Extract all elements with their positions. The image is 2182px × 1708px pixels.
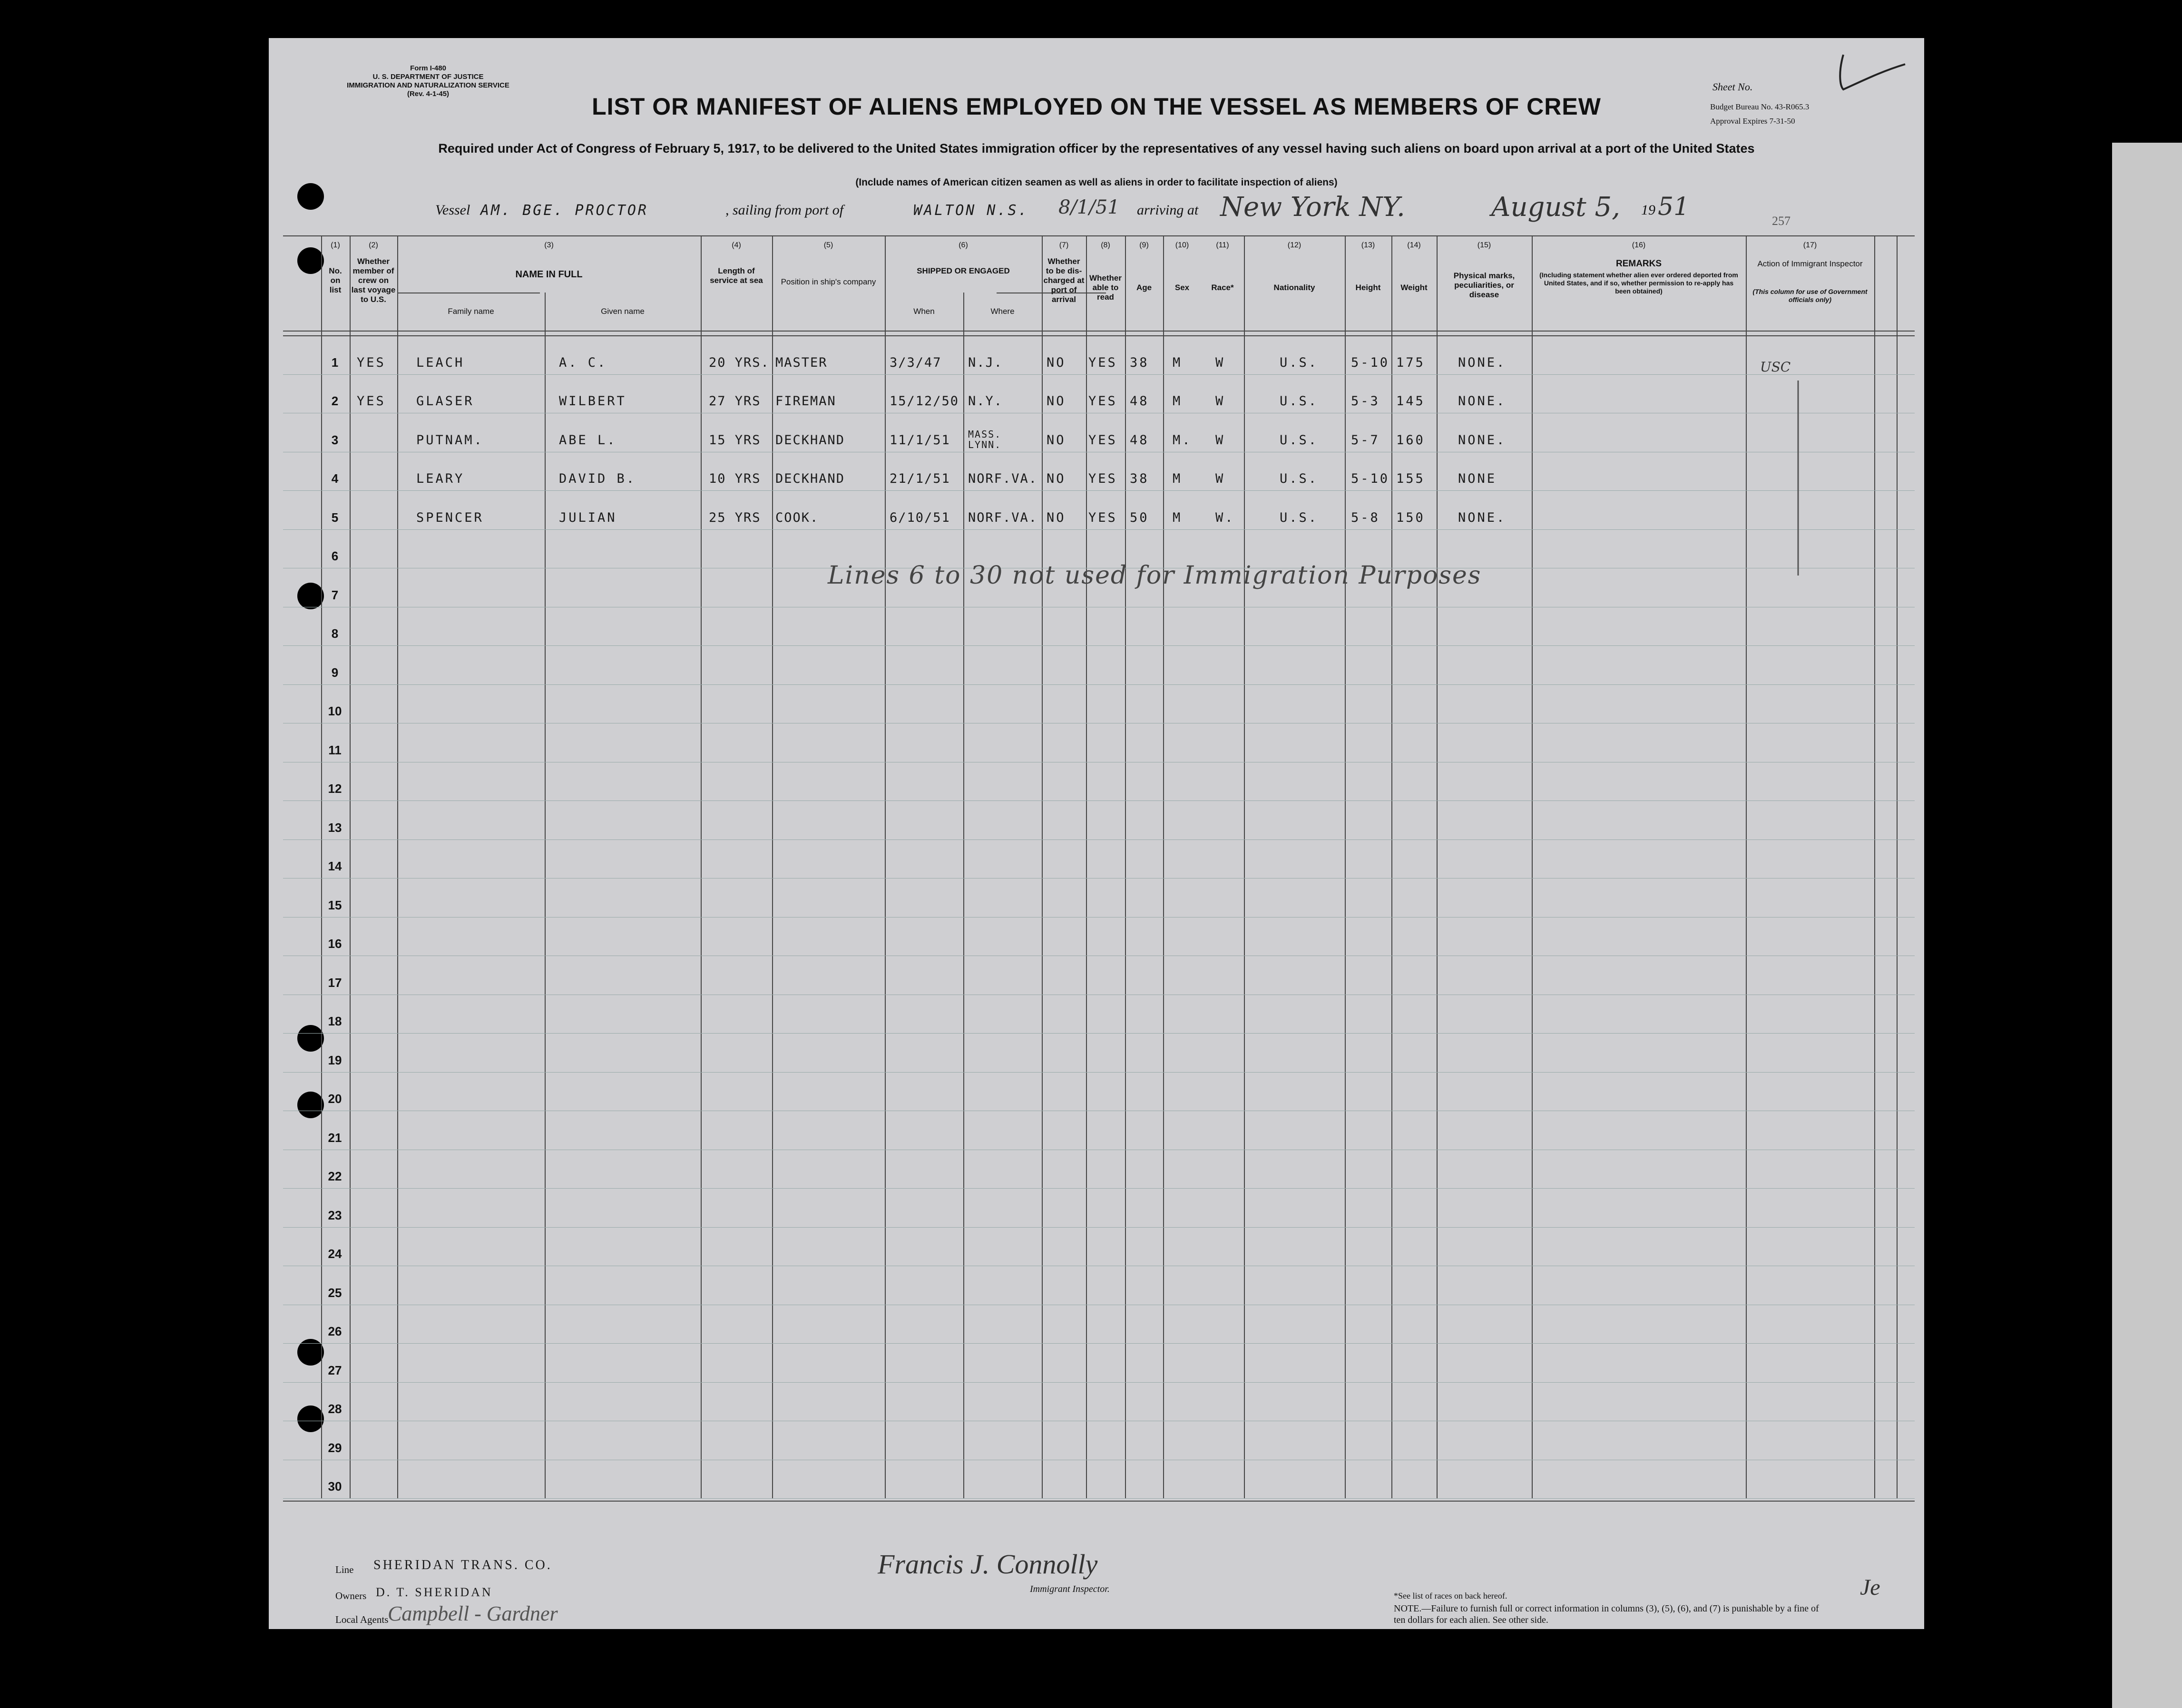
service-length-cell: 25 YRS: [709, 510, 761, 525]
races-note: *See list of races on back hereof.: [1394, 1591, 1507, 1601]
shipped-when-cell: 15/12/50: [890, 394, 959, 409]
local-agents-label: Local Agents: [335, 1614, 389, 1625]
family-name-header: Family name: [448, 307, 494, 316]
page-title: LIST OR MANIFEST OF ALIENS EMPLOYED ON THE VESSEL AS MEMBERS OF CREW: [592, 93, 1601, 120]
header-bottom-rule-2: [283, 335, 1915, 336]
shipped-when-cell: 21/1/51: [890, 471, 950, 486]
col-rule: [1244, 235, 1245, 1498]
col-rule: [1391, 235, 1392, 1498]
shipped-when-cell: 11/1/51: [890, 433, 950, 448]
col-rule: [1345, 235, 1346, 1498]
vessel-line: [435, 192, 1877, 235]
height-cell: 5-7: [1351, 433, 1380, 448]
race-cell: W: [1215, 433, 1225, 448]
given-name-cell: A. C.: [559, 355, 607, 370]
col-rule: [1874, 235, 1875, 1498]
line-value: SHERIDAN TRANS. CO.: [373, 1558, 552, 1572]
page-stamp: 257: [1772, 214, 1791, 228]
local-agents-value: Campbell - Gardner: [388, 1602, 558, 1625]
nationality-cell: U.S.: [1280, 433, 1319, 448]
weight-cell: 145: [1396, 394, 1425, 409]
year-suffix: 51: [1658, 193, 1690, 221]
col-8-number: (8): [1101, 241, 1110, 249]
last-voyage-cell: YES: [357, 394, 386, 409]
physical-marks-cell: NONE.: [1458, 355, 1507, 370]
row-rule: [283, 490, 1915, 491]
penalty-note: NOTE.—Failure to furnish full or correct information in columns (3), (5), (6), and (7) is punishable by a fine of ten dollars for each alien. See other side.: [1394, 1603, 1819, 1625]
discharged-cell: NO: [1047, 394, 1066, 409]
age-cell: 48: [1130, 394, 1149, 409]
position-cell: FIREMAN: [775, 394, 836, 409]
where-header: Where: [990, 307, 1015, 316]
service-length-cell: 10 YRS: [709, 471, 761, 486]
height-cell: 5-10: [1351, 471, 1390, 486]
col-rule: [1163, 235, 1164, 1498]
able-to-read-cell: YES: [1088, 510, 1117, 525]
row-number: 27: [328, 1363, 342, 1377]
race-cell: W: [1215, 355, 1225, 370]
row-number: 19: [328, 1053, 342, 1067]
clerk-initials: Je: [1860, 1575, 1880, 1600]
col-15-number: (15): [1477, 241, 1491, 249]
col-11-header: Race*: [1211, 283, 1234, 292]
row-number: 23: [328, 1208, 342, 1222]
arrival-port: New York NY.: [1220, 192, 1405, 223]
col-1-number: (1): [331, 241, 340, 249]
row-rule: [283, 1033, 1915, 1034]
col-17-number: (17): [1803, 241, 1817, 249]
height-cell: 5-10: [1351, 355, 1390, 370]
col-2-number: (2): [369, 241, 378, 249]
last-voyage-cell: YES: [357, 355, 386, 370]
service-length-cell: 27 YRS: [709, 394, 761, 409]
col-6-number: (6): [959, 241, 968, 249]
row-rule: [283, 684, 1915, 685]
col-10-header: Sex: [1174, 283, 1190, 292]
row-rule: [283, 1227, 1915, 1228]
position-cell: MASTER: [775, 355, 828, 370]
col-13-header: Height: [1355, 283, 1381, 292]
position-cell: COOK.: [775, 510, 819, 525]
height-cell: 5-8: [1351, 510, 1380, 525]
row-rule: [283, 1188, 1915, 1189]
given-name-cell: ABE L.: [559, 433, 617, 448]
col-rule: [1125, 235, 1126, 1498]
shipped-where-cell: N.J.: [968, 355, 1003, 370]
col-5-header: Position in ship's company: [781, 277, 876, 286]
inspector-caption: Immigrant Inspector.: [1030, 1584, 1110, 1594]
row-number: 16: [328, 937, 342, 951]
row-rule: [283, 1382, 1915, 1383]
shipped-where-cell: MASS. LYNN.: [968, 429, 1002, 450]
nationality-cell: U.S.: [1280, 394, 1319, 409]
col-13-number: (13): [1361, 241, 1375, 249]
given-name-cell: WILBERT: [559, 394, 626, 409]
col-5-number: (5): [823, 241, 833, 249]
arriving-label: arriving at: [1137, 202, 1199, 218]
revision: (Rev. 4-1-45): [407, 90, 450, 98]
physical-marks-cell: NONE.: [1458, 433, 1507, 448]
row-number: 17: [328, 976, 342, 990]
row-number: 8: [331, 626, 339, 641]
approval-expiry: Approval Expires 7-31-50: [1710, 117, 1795, 126]
owners-value: D. T. SHERIDAN: [376, 1585, 493, 1599]
row-number: 10: [328, 704, 342, 718]
sex-cell: M: [1173, 394, 1183, 409]
able-to-read-cell: YES: [1088, 394, 1117, 409]
year-prefix: 19: [1641, 202, 1655, 218]
departure-date: 8/1/51: [1058, 196, 1120, 218]
row-number: 9: [331, 665, 339, 680]
row-number: 5: [331, 510, 339, 525]
height-cell: 5-3: [1351, 394, 1380, 409]
position-cell: DECKHAND: [775, 433, 845, 448]
physical-marks-cell: NONE.: [1458, 394, 1507, 409]
sex-cell: M: [1173, 471, 1183, 486]
row-rule: [283, 1498, 1915, 1499]
department: U. S. DEPARTMENT OF JUSTICE: [372, 73, 484, 81]
vessel-label: Vessel: [435, 202, 470, 218]
row-number: 6: [331, 549, 339, 563]
col-rule: [397, 235, 398, 1498]
col-rule: [545, 293, 546, 1498]
crew-table: [283, 235, 1915, 1498]
col-7-header: Whether to be dis-charged at port of arrival: [1043, 257, 1085, 304]
row-rule: [283, 800, 1915, 801]
race-cell: W: [1215, 394, 1225, 409]
weight-cell: 150: [1396, 510, 1425, 525]
row-number: 2: [331, 394, 339, 408]
col-3-number: (3): [544, 241, 554, 249]
row-number: 28: [328, 1402, 342, 1416]
row-rule: [283, 645, 1915, 646]
row-number: 3: [331, 433, 339, 447]
family-name-cell: LEARY: [416, 471, 465, 486]
col-rule: [885, 235, 886, 1498]
discharged-cell: NO: [1047, 471, 1066, 486]
row-number: 24: [328, 1247, 342, 1261]
form-subtitle: Required under Act of Congress of February 5, 1917, to be delivered to the United States immigration officer by the representatives of any vessel having such aliens on board upon arrival at a port of the United States: [438, 141, 1755, 156]
col-14-header: Weight: [1400, 283, 1428, 292]
col-8-header: Whether able to read: [1089, 273, 1122, 302]
col-10-number: (10): [1175, 241, 1189, 249]
family-name-cell: SPENCER: [416, 510, 484, 525]
row-number: 25: [328, 1286, 342, 1300]
col-4-number: (4): [732, 241, 741, 249]
sex-cell: M.: [1173, 433, 1192, 448]
col-rule: [772, 235, 773, 1498]
adjacent-page-edge: [2112, 143, 2182, 1708]
row-number: 11: [328, 743, 342, 757]
col-16-header: REMARKS: [1615, 259, 1662, 269]
col-17-subheader: (This column for use of Government officials only): [1752, 288, 1868, 303]
when-header: When: [913, 307, 935, 316]
physical-marks-cell: NONE: [1458, 471, 1497, 486]
col-12-number: (12): [1287, 241, 1301, 249]
line-label: Line: [335, 1564, 354, 1575]
row-number: 29: [328, 1441, 342, 1455]
col-11-number: (11): [1216, 241, 1229, 249]
col-17-header: Action of Immigrant Inspector: [1757, 259, 1863, 268]
form-instruction: (Include names of American citizen seamen as well as aliens in order to facilitate inspection of aliens): [855, 177, 1338, 188]
given-name-header: Given name: [601, 307, 645, 316]
service-length-cell: 20 YRS.: [709, 355, 770, 370]
table-top-rule: [283, 235, 1915, 236]
able-to-read-cell: YES: [1088, 355, 1117, 370]
col-15-header: Physical marks, peculiarities, or disease: [1453, 271, 1515, 299]
col-2-header: Whether member of crew on last voyage to U.S.: [351, 257, 396, 304]
nationality-cell: U.S.: [1280, 471, 1319, 486]
family-name-cell: LEACH: [416, 355, 465, 370]
physical-marks-cell: NONE.: [1458, 510, 1507, 525]
weight-cell: 160: [1396, 433, 1425, 448]
row-rule: [283, 529, 1915, 530]
weight-cell: 175: [1396, 355, 1425, 370]
row-number: 20: [328, 1092, 342, 1106]
given-name-cell: JULIAN: [559, 510, 617, 525]
punch-hole: [297, 183, 324, 210]
row-number: 7: [331, 588, 339, 602]
row-number: 18: [328, 1014, 342, 1028]
col-4-header: Length of service at sea: [710, 266, 763, 285]
inspector-ditto-line: [1793, 381, 1803, 580]
col-rule: [1042, 235, 1043, 1498]
col-1-header: No. on list: [329, 266, 342, 294]
departure-port: WALTON N.S.: [913, 202, 1029, 219]
col-9-header: Age: [1136, 283, 1152, 292]
sheet-number-checkmark: [1824, 52, 1910, 95]
vessel-name: AM. BGE. PROCTOR: [480, 202, 648, 219]
budget-bureau-number: Budget Bureau No. 43-R065.3: [1710, 102, 1810, 111]
family-name-cell: GLASER: [416, 394, 474, 409]
footer: [269, 1501, 1924, 1629]
col-rule: [1086, 235, 1087, 1498]
service-length-cell: 15 YRS: [709, 433, 761, 448]
col-rule: [1746, 235, 1747, 1498]
weight-cell: 155: [1396, 471, 1425, 486]
col-9-number: (9): [1139, 241, 1149, 249]
age-cell: 50: [1130, 510, 1149, 525]
col-16-number: (16): [1632, 241, 1646, 249]
age-cell: 48: [1130, 433, 1149, 448]
col-rule: [963, 293, 964, 1498]
age-cell: 38: [1130, 355, 1149, 370]
age-cell: 38: [1130, 471, 1149, 486]
row-number: 14: [328, 859, 342, 873]
row-rule: [283, 1072, 1915, 1073]
row-number: 15: [328, 898, 342, 912]
col-14-number: (14): [1407, 241, 1421, 249]
nationality-cell: U.S.: [1280, 355, 1319, 370]
nationality-cell: U.S.: [1280, 510, 1319, 525]
shipped-when-cell: 3/3/47: [890, 355, 942, 370]
shipped-where-cell: N.Y.: [968, 394, 1003, 409]
family-name-cell: PUTNAM.: [416, 433, 484, 448]
able-to-read-cell: YES: [1088, 433, 1117, 448]
race-cell: W.: [1215, 510, 1235, 525]
arrival-date: August 5,: [1491, 192, 1620, 223]
col-16-subheader: (Including statement whether alien ever ordered deported from United States, and if so, whether permission to re-apply has been obtained): [1539, 271, 1738, 295]
discharged-cell: NO: [1047, 510, 1066, 525]
shipped-where-cell: NORF.VA.: [968, 510, 1038, 525]
row-number: 1: [331, 355, 339, 370]
col-rule: [1437, 235, 1438, 1498]
discharged-cell: NO: [1047, 433, 1066, 448]
col-rule: [1897, 235, 1898, 1498]
form-number: Form I-480: [410, 64, 446, 72]
row-number: 4: [331, 471, 339, 486]
shipped-where-cell: NORF.VA.: [968, 471, 1038, 486]
given-name-cell: DAVID B.: [559, 471, 636, 486]
row-number: 30: [328, 1479, 342, 1493]
header-bottom-rule: [283, 331, 1915, 332]
sex-cell: M: [1173, 510, 1183, 525]
row-rule: [283, 839, 1915, 840]
able-to-read-cell: YES: [1088, 471, 1117, 486]
service: IMMIGRATION AND NATURALIZATION SERVICE: [347, 81, 509, 89]
inspector-mark: USC: [1760, 359, 1791, 375]
col-rule: [701, 235, 702, 1498]
row-rule: [283, 1343, 1915, 1344]
lines-not-used-annotation: Lines 6 to 30 not used for Immigration Purposes: [828, 561, 1482, 590]
row-rule: [283, 374, 1915, 375]
owners-label: Owners: [335, 1590, 367, 1601]
row-number: 26: [328, 1324, 342, 1338]
col-12-header: Nationality: [1273, 283, 1315, 292]
sheet-number-label: Sheet No.: [1712, 81, 1753, 93]
row-number: 22: [328, 1169, 342, 1183]
col-7-number: (7): [1059, 241, 1069, 249]
col-3-header: NAME IN FULL: [515, 269, 583, 280]
row-number: 21: [328, 1131, 342, 1145]
footer-rule: [283, 1501, 1915, 1502]
row-number: 12: [328, 781, 342, 796]
shipped-when-cell: 6/10/51: [890, 510, 950, 525]
discharged-cell: NO: [1047, 355, 1066, 370]
sailing-label: , sailing from port of: [725, 202, 844, 218]
col-rule: [1532, 235, 1533, 1498]
sex-cell: M: [1173, 355, 1183, 370]
budget-info: [1710, 100, 1834, 128]
position-cell: DECKHAND: [775, 471, 845, 486]
race-cell: W: [1215, 471, 1225, 486]
row-number: 13: [328, 820, 342, 835]
col-6-header: SHIPPED OR ENGAGED: [917, 266, 1010, 275]
inspector-signature: Francis J. Connolly: [878, 1549, 1098, 1580]
manifest-sheet: [269, 38, 1924, 1629]
